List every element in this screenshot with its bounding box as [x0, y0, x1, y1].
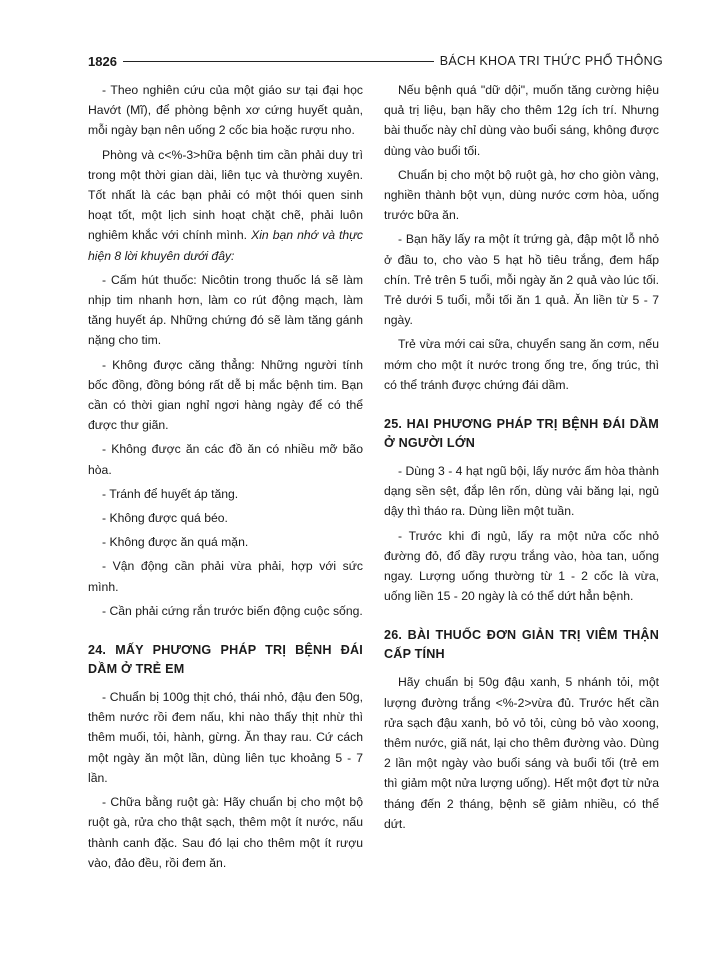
- list-item: - Cần phải cứng rắn trước biến động cuộc sống.: [102, 603, 363, 618]
- list-item: - Tránh để huyết áp tăng.: [102, 486, 239, 501]
- list-item: - Cấm hút thuốc: Nicôtin trong thuốc lá sẽ làm nhịp tim nhanh hơn, làm co rút động mạch, làm tăng huyết áp. Những chứng đó sẽ làm tăng gánh nặng cho tim.: [88, 272, 363, 348]
- running-title: BÁCH KHOA TRI THỨC PHỔ THÔNG: [439, 54, 663, 68]
- list-item: - Không được ăn các đồ ăn có nhiều mỡ bão hòa.: [88, 442, 363, 477]
- paragraph: Nếu bệnh quá "dữ dội", muốn tăng cường hiệu quả trị liệu, bạn hãy cho thêm 12g ích trí. Nhưng bài thuốc này chỉ dùng vào buổi sáng, không được dùng vào buổi tối.: [384, 83, 659, 158]
- header-rule: [123, 61, 434, 62]
- paragraph: [88, 145, 363, 266]
- list-item: - Chuẩn bị 100g thịt chó, thái nhỏ, đậu đen 50g, thêm nước rồi đem nấu, khi nào thấy thịt nhừ thì thêm muối, tỏi, hành, gừng. Ăn thay rau. Cứ cách một ngày ăn một lần, dùng liên tục khoảng 5 - 7 lần.: [88, 690, 363, 785]
- section-heading: 26. BÀI THUỐC ĐƠN GIẢN TRỊ VIÊM THẬN CẤP TÍNH: [384, 628, 659, 662]
- paragraph: Chuẩn bị cho một bộ ruột gà, hơ cho giòn vàng, nghiền thành bột vụn, dùng nước cơm hòa, uống trước bữa ăn.: [384, 167, 659, 223]
- section-heading: 25. HAI PHƯƠNG PHÁP TRỊ BỆNH ĐÁI DẦM Ở NGƯỜI LỚN: [384, 417, 659, 451]
- list-item: - Chữa bằng ruột gà: Hãy chuẩn bị cho một bộ ruột gà, rửa cho thật sạch, thêm một ít nước, nấu thành canh đặc. Sau đó lại cho thêm một ít rượu vào, đảo đều, rồi đem ăn.: [88, 795, 363, 870]
- list-item: - Không được quá béo.: [102, 511, 228, 526]
- paragraph-text: Phòng và c<%-3>hữa bệnh tim cần phải duy trì trong một thời gian dài, liên tục và thường xuyên. Tốt nhất là các bạn phải có một thói quen sinh hoạt tốt, một lịch sinh hoạt chặt chẽ, phải luôn nghiêm khắc với chính mình.: [88, 147, 363, 243]
- paragraph: Trẻ vừa mới cai sữa, chuyển sang ăn cơm, nếu mớm cho một ít nước trong ống tre, ống trúc, thì có thể tránh được chứng đái dầm.: [384, 337, 659, 392]
- right-column: [384, 80, 659, 838]
- list-item: - Không được căng thẳng: Những người tính bốc đồng, đồng bóng rất dễ bị mắc bệnh tim. Bạn cần có thời gian nghỉ ngơi hàng ngày để có thể được thư giãn.: [88, 357, 363, 433]
- page-number: 1826: [88, 53, 117, 69]
- paragraph: Hãy chuẩn bị 50g đậu xanh, 5 nhánh tỏi, một lượng đường trắng <%-2>vừa đủ. Trước hết cần rửa sạch đậu xanh, bỏ vỏ tỏi, cùng bỏ vào xoong, thêm nước, giã nát, lại cho thêm đường vào. Dùng 2 lần một ngày vào buổi sáng và buổi tối (trẻ em thì giảm một nửa lượng uống). Hết một đợt từ nửa tháng đến 2 tháng, bệnh sẽ giảm nhiều, có thể dứt.: [384, 675, 659, 831]
- list-item: - Bạn hãy lấy ra một ít trứng gà, đập một lỗ nhỏ ở đầu to, cho vào 5 hạt hồ tiêu trắng, đem hấp chín. Trẻ trên 5 tuổi, mỗi ngày ăn 2 quả vào lúc tối. Trẻ dưới 5 tuổi, mỗi tối ăn 1 quả. Ăn liền từ 5 - 7 ngày.: [384, 232, 659, 328]
- list-item: - Vận động cần phải vừa phải, hợp với sức mình.: [88, 559, 363, 594]
- list-item: - Trước khi đi ngủ, lấy ra một nửa cốc nhỏ đường đỏ, đổ đầy rượu trắng vào, hòa tan, uống ngay. Lượng uống thường từ 1 - 2 cốc là vừa, uống liền 15 - 20 ngày là có thể dứt hẳn bệnh.: [384, 528, 659, 604]
- page-header: [88, 50, 663, 72]
- paragraph: - Theo nghiên cứu của một giáo sư tại đại học Havớt (Mĩ), để phòng bệnh xơ cứng huyết quản, mỗi ngày bạn nên uống 2 cốc bia hoặc rượu nho.: [88, 83, 363, 138]
- italic-text: Xin bạn nhớ và thực hiện 8 lời khuyên dưới đây:: [88, 228, 364, 263]
- section-heading: 24. MẤY PHƯƠNG PHÁP TRỊ BỆNH ĐÁI DẦM Ở TRẺ EM: [88, 643, 363, 677]
- list-item: - Không được ăn quá mặn.: [102, 535, 249, 550]
- list-item: - Dùng 3 - 4 hạt ngũ bội, lấy nước ấm hòa thành dạng sền sệt, đắp lên rốn, dùng vải băng lại, ngủ dậy thì tháo ra. Dùng liền một tuần.: [384, 464, 659, 519]
- left-column: [88, 80, 363, 877]
